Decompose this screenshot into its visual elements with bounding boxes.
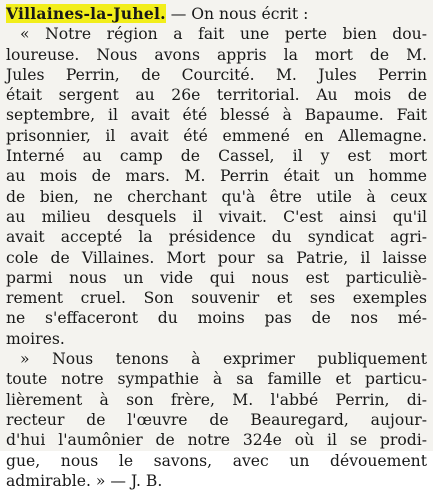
article-line: avait accepté la présidence du syndicat agri-	[6, 228, 427, 247]
article-heading: Villaines-la-Juhel.	[6, 4, 166, 23]
article-line: recteur de l'œuvre de Beauregard, aujour-	[6, 410, 427, 429]
article-line: lièrement à son frère, M. l'abbé Perrin, di-	[6, 390, 427, 409]
article-line: cole de Villaines. Mort pour sa Patrie, il laisse	[6, 248, 427, 267]
article-line: au mois de mars. M. Perrin était un homme	[6, 167, 427, 186]
article-line: gue, nous le savons, avec un dévouement	[6, 451, 427, 470]
article-heading-line	[6, 4, 427, 24]
article-line: loureuse. Nous avons appris la mort de M.	[6, 45, 427, 64]
article-line: Jules Perrin, de Courcité. M. Jules Perrin	[6, 65, 427, 84]
article-line: rement cruel. Son souvenir et ses exemples	[6, 289, 427, 308]
article-line: ne s'effaceront du moins pas de nos mé-	[6, 309, 427, 328]
article-line: » Nous tenons à exprimer publiquement	[20, 350, 427, 369]
article-line: prisonnier, il avait été emmené en Allemagne.	[6, 126, 427, 145]
article-line: Interné au camp de Cassel, il y est mort	[6, 147, 427, 166]
article-line: était sergent au 26e territorial. Au mois de	[6, 86, 427, 105]
article-line: d'hui l'aumônier de notre 324e où il se prodi-	[6, 431, 427, 450]
article-line: parmi nous un vide qui nous est particuliè-	[6, 268, 427, 287]
article-line: septembre, il avait été blessé à Bapaume. Fait	[6, 106, 427, 125]
article-signature-line: admirable. » — J. B.	[6, 471, 163, 490]
article-intro: — On nous écrit :	[165, 5, 309, 23]
article-line: au milieu desquels il vivait. C'est ainsi qu'il	[6, 207, 427, 226]
article-line: toute notre sympathie à sa famille et particu-	[6, 370, 427, 389]
article-line: de bien, ne cherchant qu'à être utile à ceux	[6, 187, 427, 206]
article-line: moires.	[6, 329, 65, 348]
article-line: « Notre région a fait une perte bien dou-	[20, 25, 427, 44]
